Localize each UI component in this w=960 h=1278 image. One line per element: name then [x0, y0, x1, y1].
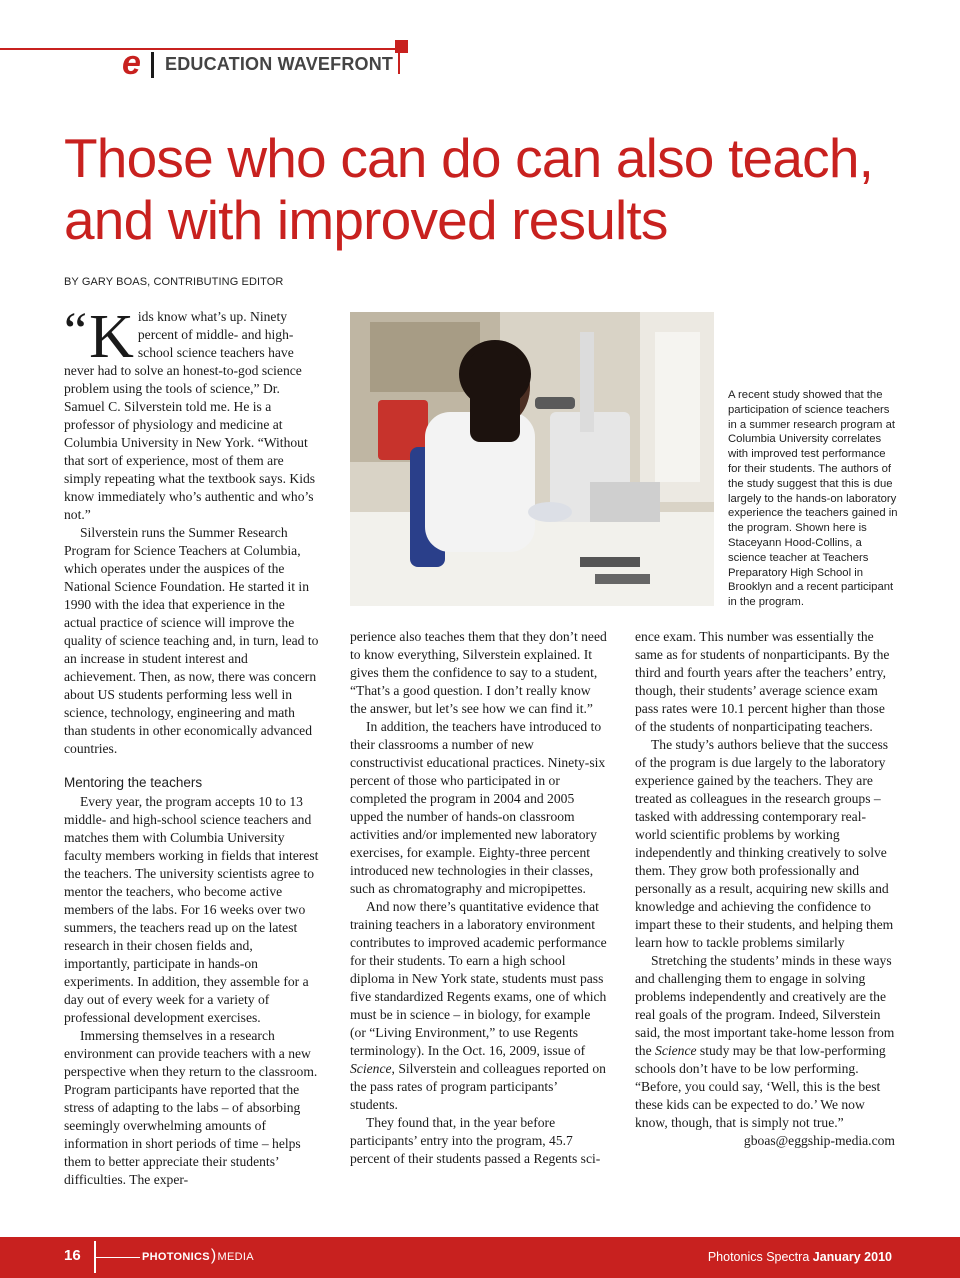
footer-rule-horizontal: [96, 1257, 140, 1258]
italic-term: Science: [350, 1061, 392, 1076]
paragraph: Every year, the program accepts 10 to 13 middle- and high-school science teachers and matches them with Columbia University faculty members working in fields that interest the teachers. The university scientists agree to mentor the teachers, who become active members of the labs. For 16 weeks over two summers, the teachers read up on the latest research in their chosen fields and, importantly, participate in hands-on experiments. In addition, they assemble for a day out of every week for a variety of professional development exercises.: [64, 794, 319, 1025]
lab-photo-illustration: [350, 312, 714, 606]
header-rule: [0, 48, 400, 50]
paragraph-text: Stretching the students’ minds in these ways and challenging them to engage in solving problems independently and creatively are the real goals of the program. Indeed, Silverstein said, the most important take-home lesson from the: [635, 953, 895, 1058]
article-column-2: [350, 628, 608, 1168]
title-line-1: Those who can do can also teach,: [64, 127, 874, 189]
paragraph: [64, 303, 320, 524]
section-logo: e: [122, 44, 141, 82]
paragraph: Immersing themselves in a research environment can provide teachers with a new perspective when they return to the classroom. Program participants have reported that the stress of adapting to the labs – of absorbing seemingly overwhelming amounts of information in short periods of time – helps them to better appreciate their students’ difficulties. The exper-: [64, 1028, 318, 1187]
author-email: gboas@eggship-media.com: [743, 1133, 895, 1148]
paragraph: ence exam. This number was essentially the same as for students of nonparticipants. By the third and fourth years after the teachers’ entry, though, their students’ average science exam pass rates were 10.1 percent higher than those of the students of nonparticipating teachers.: [635, 629, 890, 734]
paragraph-text: And now there’s quantitative evidence that training teachers in a laboratory environment contributes to improved academic performance for their students. To earn a high school diploma in New York state, students must pass five standardized Regents exams, one of which must be in science – in biology, for example (or “Living Environment,” to use Regents terminology). In the Oct. 16, 2009, issue of: [350, 899, 607, 1058]
drop-cap: K: [89, 303, 134, 371]
title-line-2: and with improved results: [64, 189, 668, 251]
paragraph: The study’s authors believe that the success of the program is due largely to the laboratory experience gained by the teachers. They are treated as colleagues in the research groups – tasked with addressing contemporary real-world scientific problems by working independently and thinking creatively to solve them. They grow both professionally and personally as a result, acquiring new skills and knowledge and achieving the confidence to impart these to their students, and helping them learn how to tackle problems similarly: [635, 737, 894, 950]
drop-quote: “: [64, 303, 88, 360]
magazine-name: Photonics Spectra: [707, 1250, 810, 1264]
publisher-logo: PHOTONICS)MEDIA: [142, 1247, 254, 1264]
article-photo: [350, 312, 714, 606]
photo-caption: A recent study showed that the participation of science teachers in a summer research program at Columbia University correlates with improved test performance for their students. The authors of the study suggest that this is due largely to the hands-on laboratory experience the teachers gained in the program. Shown here is Staceyann Hood-Collins, a science teacher at Teachers Preparatory High School in Brooklyn and a recent participant in the program.: [728, 389, 898, 609]
paragraph: In addition, the teachers have introduced to their classrooms a number of new constructivist educational practices. Ninety-six percent of those who participated in or completed the program in 2004 and 2005 upped the number of hands-on classroom activities and/or implemented new laboratory exercises, for example. Eighty-three percent introduced new technologies in their classes, such as chromatography and micropipettes.: [350, 719, 606, 896]
page-number: 16: [64, 1247, 81, 1264]
paragraph-text: ids know what’s up. Ninety percent of middle- and high-school science teachers have never had to solve an honest-to-god science problem using the tools of science,” Dr. Samuel C. Silverstein told me. He is a professor of physiology and medicine at Columbia University in New York. “Without that sort of experience, most of them are simply repeating what the textbook says. Kids know immediately who’s authentic and who’s not.”: [64, 309, 316, 522]
paragraph: perience also teaches them that they don’t need to know everything, Silverstein explained. It gives them the confidence to say to a student, “That’s a good question. I don’t really know the answer, but let’s see how we can find it.”: [350, 629, 607, 716]
paragraph: They found that, in the year before participants’ entry into the program, 45.7 percent of their students passed a Regents sci-: [350, 1115, 601, 1166]
section-label: EDUCATION WAVEFRONT: [165, 54, 394, 74]
issue-info: [708, 1250, 892, 1264]
paragraph: Silverstein runs the Summer Research Program for Science Teachers at Columbia, which operates under the auspices of the National Science Foundation. He started it in 1990 with the idea that experience in the actual practice of science will improve the quality of science teaching and, in turn, lead to an increase in student interest and achievement. Then, as now, there was concern about US students performing less well in science, technology, engineering and math than students in other economically advanced countries.: [64, 525, 319, 756]
paragraph: [350, 898, 608, 1114]
publisher-name-b: MEDIA: [217, 1251, 254, 1263]
paragraph-text: study may be that low-performing schools don’t have to be low performing. “Before, you could say, ‘Well, this is the best these kids can be expected to do.’ We now know, though, that is simply not true.”: [635, 1043, 886, 1130]
article-column-1: [64, 303, 320, 1189]
paragraph: [635, 952, 895, 1132]
article-column-3: [635, 628, 895, 1150]
header-square: [395, 40, 408, 53]
paragraph-text: , Silverstein and colleagues reported on the pass rates of program participants’ students.: [350, 1061, 606, 1112]
italic-term: Science: [655, 1043, 697, 1058]
publisher-name-a: PHOTONICS: [142, 1251, 210, 1263]
issue-date: January 2010: [812, 1250, 892, 1264]
byline: BY GARY BOAS, CONTRIBUTING EDITOR: [64, 276, 284, 288]
subhead: Mentoring the teachers: [64, 775, 203, 790]
section-logo-bar: [151, 52, 154, 78]
article-title: [64, 127, 924, 251]
